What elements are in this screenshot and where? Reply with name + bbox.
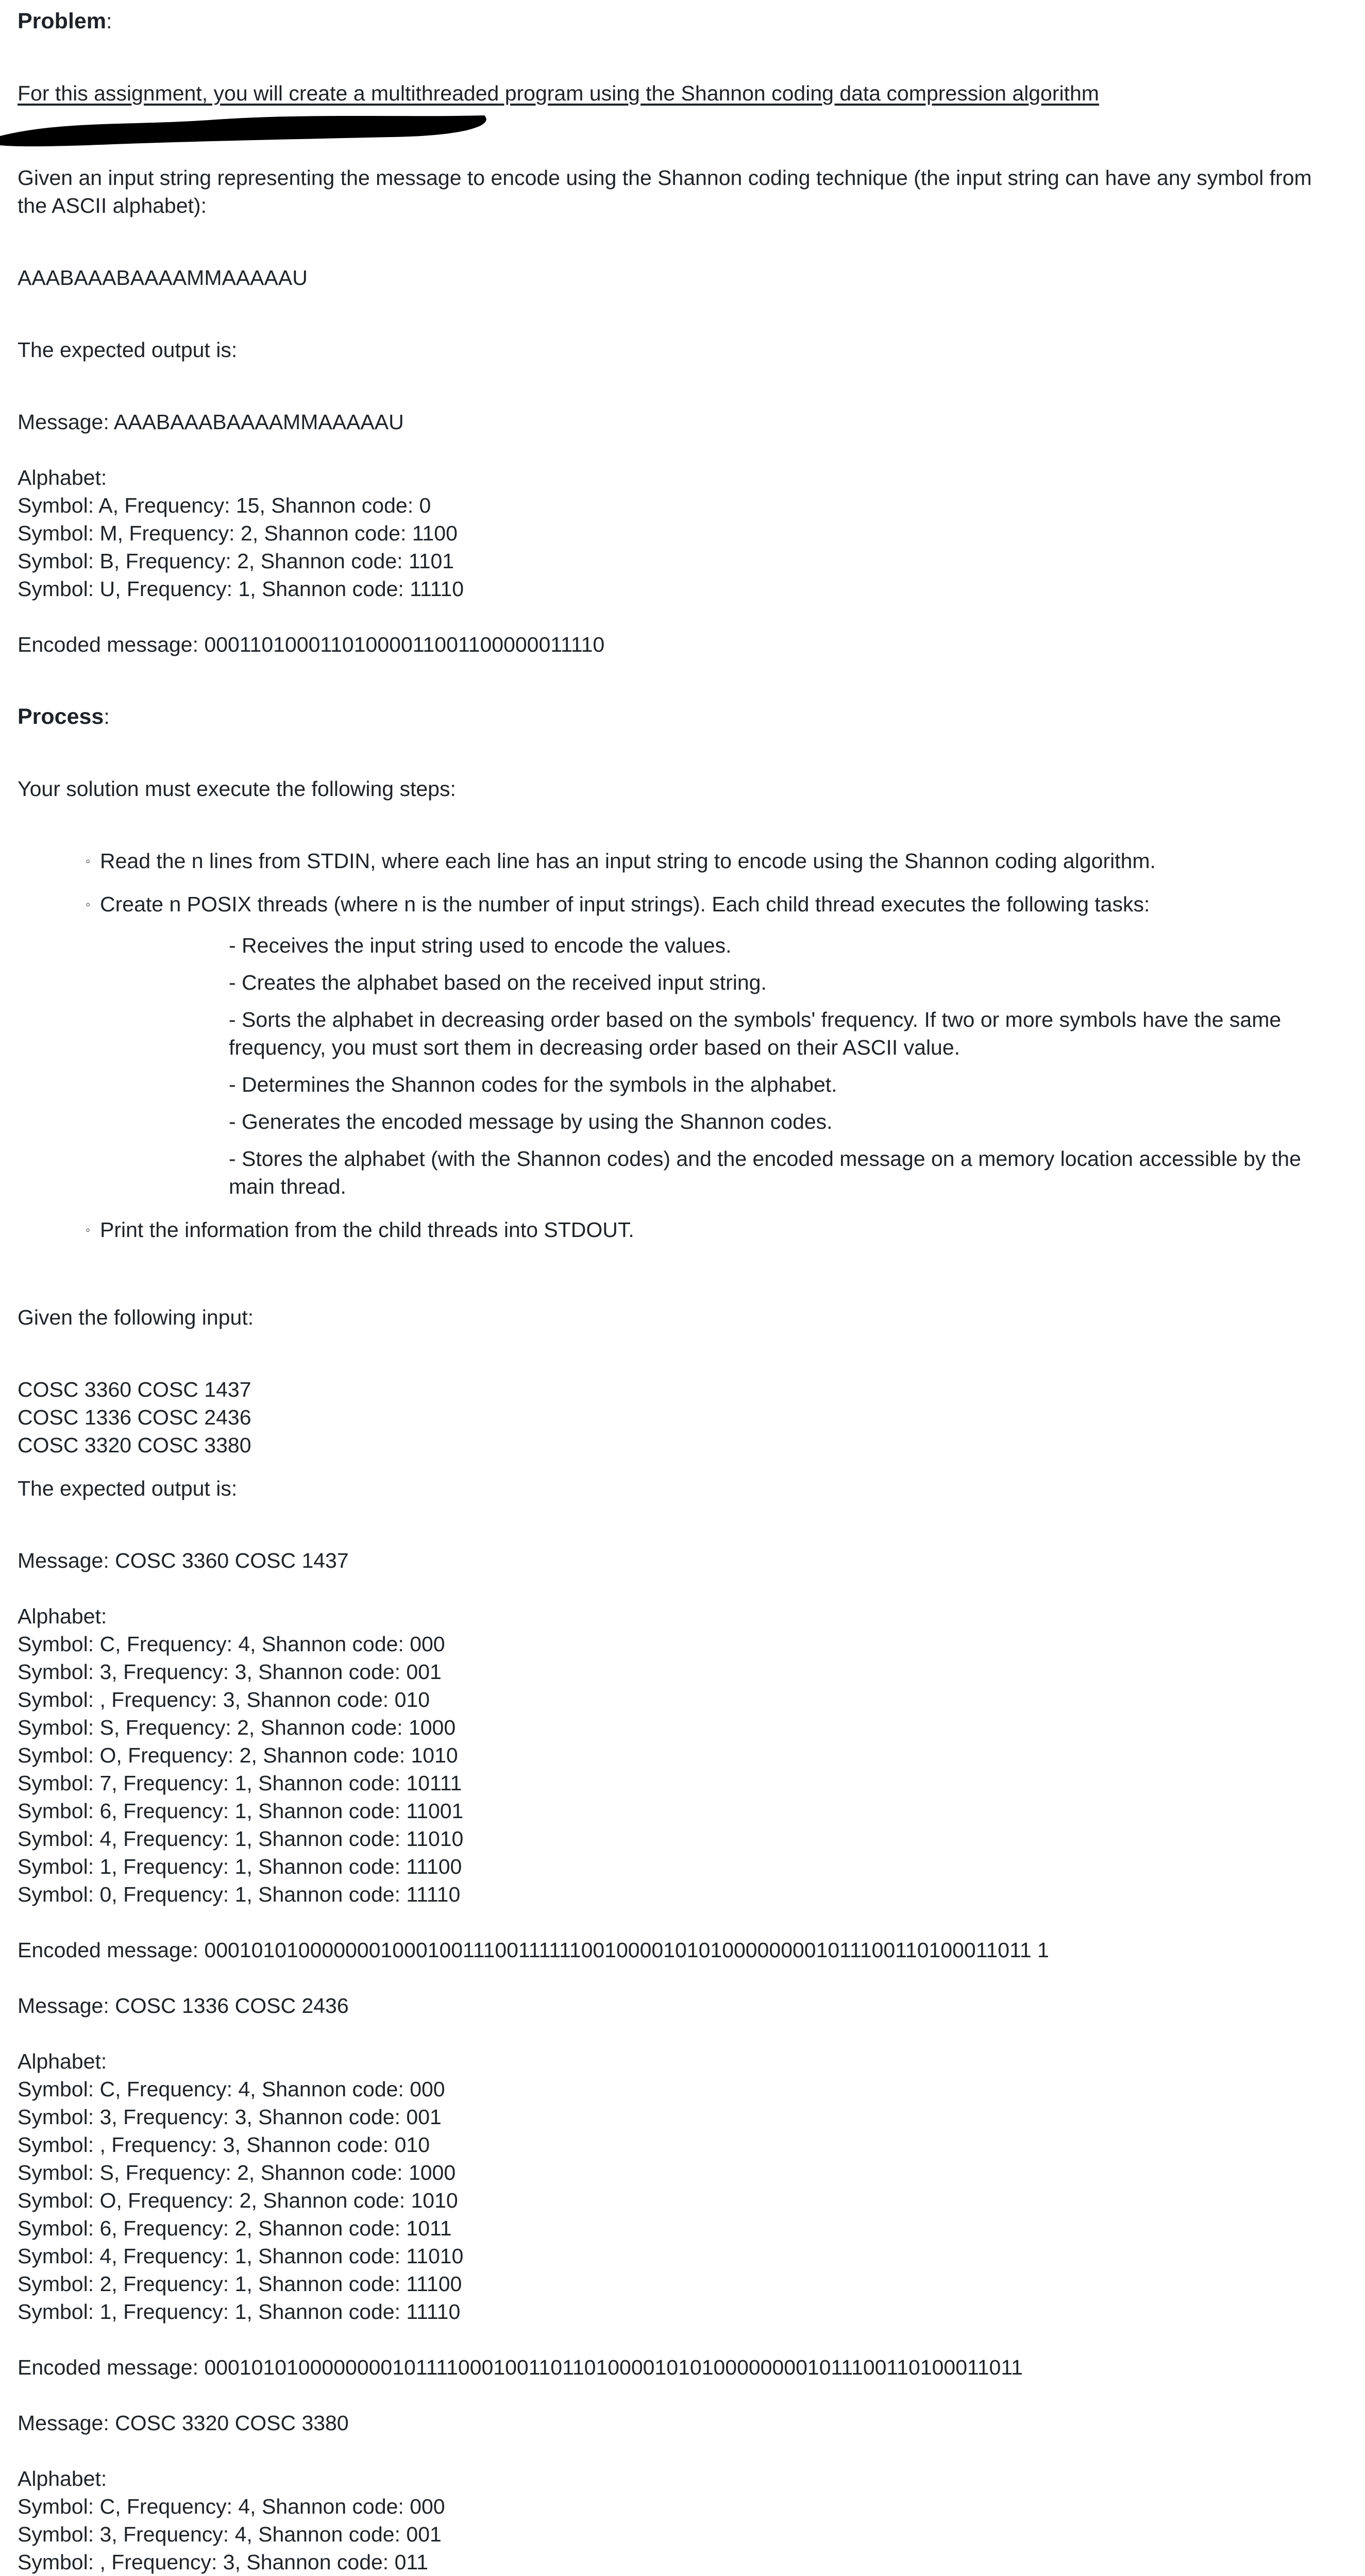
symbol-line: Symbol: 3, Frequency: 4, Shannon code: 001 — [18, 2522, 442, 2546]
symbol-line: Symbol: 1, Frequency: 1, Shannon code: 11110 — [18, 2300, 461, 2324]
step-item: ◦ Read the n lines from STDIN, where each line has an input string to encode using the Shannon coding algorithm. — [100, 847, 1347, 875]
process-heading: Process: — [18, 704, 110, 729]
symbol-line: Symbol: O, Frequency: 2, Shannon code: 1010 — [18, 1743, 458, 1767]
symbol-line: Symbol: U, Frequency: 1, Shannon code: 11110 — [18, 577, 464, 601]
thread-subtasks — [100, 931, 1347, 1200]
symbol-line: Symbol: C, Frequency: 4, Shannon code: 000 — [18, 1632, 445, 1656]
input-line: COSC 1336 COSC 2436 — [18, 1405, 251, 1429]
output-alphabet-label: Alphabet: — [18, 2049, 107, 2073]
subtask-item: - Creates the alphabet based on the received input string. — [229, 971, 767, 994]
symbol-line: Symbol: C, Frequency: 4, Shannon code: 000 — [18, 2495, 445, 2518]
symbol-line: Symbol: O, Frequency: 2, Shannon code: 1010 — [18, 2189, 458, 2212]
symbol-line: Symbol: 6, Frequency: 1, Shannon code: 11001 — [18, 1799, 464, 1823]
output-message: Message: COSC 3320 COSC 3380 — [18, 2411, 349, 2435]
output-alphabet-label: Alphabet: — [18, 2467, 107, 2490]
step-item: ◦ Print the information from the child threads into STDOUT. — [100, 1216, 1347, 1244]
process-intro: Your solution must execute the following steps: — [18, 777, 456, 801]
input-line: COSC 3360 COSC 1437 — [18, 1378, 251, 1401]
symbol-line: Symbol: , Frequency: 3, Shannon code: 011 — [18, 2550, 428, 2574]
symbol-line: Symbol: 2, Frequency: 1, Shannon code: 11100 — [18, 2272, 462, 2296]
symbol-line: Symbol: 3, Frequency: 3, Shannon code: 001 — [18, 1660, 442, 1684]
expected-output-label-2: The expected output is: — [18, 1477, 238, 1500]
symbol-line: Symbol: , Frequency: 3, Shannon code: 010 — [18, 1688, 430, 1711]
subtask-item: - Determines the Shannon codes for the symbols in the alphabet. — [229, 1073, 837, 1096]
example-input: AAABAAABAAAAMMAAAAAU — [18, 266, 308, 290]
symbol-line: Symbol: C, Frequency: 4, Shannon code: 000 — [18, 2077, 445, 2101]
output-alphabet-label: Alphabet: — [18, 1604, 107, 1628]
input-lines — [18, 1376, 1347, 1459]
output-encoded-message: Encoded message: 00010101000000001011110001001101101000010101000000001011100110100011011 — [18, 2355, 1023, 2379]
output-encoded-message: Encoded message: 000101010000000100010011100111111001000010101000000001011100110100011011 1 — [18, 1938, 1049, 1962]
symbol-line: Symbol: S, Frequency: 2, Shannon code: 1000 — [18, 2161, 456, 2184]
symbol-line: Symbol: 1, Frequency: 1, Shannon code: 11100 — [18, 1855, 462, 1878]
redaction-scribble — [0, 105, 505, 151]
subtask-item: - Receives the input string used to encode the values. — [229, 934, 732, 957]
symbol-line: Symbol: S, Frequency: 2, Shannon code: 1000 — [18, 1716, 456, 1739]
assignment-page — [18, 7, 1347, 2576]
example-encoded-message: Encoded message: 00011010001101000011001100000011110 — [18, 633, 605, 656]
symbol-line: Symbol: M, Frequency: 2, Shannon code: 1100 — [18, 521, 458, 545]
symbol-line: Symbol: 6, Frequency: 2, Shannon code: 1011 — [18, 2216, 452, 2240]
step-item: ◦ Create n POSIX threads (where n is the number of input strings). Each child thread executes the following tasks: - Receives the input string used to encode the values. - Creates the alphabet based on the received input string. - Sorts the alphabet in decreasing order based on the symbols' frequency. If two or more symbols have the same frequency, you must sort them in decreasing order based on their ASCII value. - Determines the Shannon codes for the symbols in the alphabet. - Generates the encoded message by using the Shannon codes. - Stores the alphabet (with the Shannon codes) and the encoded message on a memory location accessible by the main thread. — [100, 890, 1347, 1200]
input-line: COSC 3320 COSC 3380 — [18, 1433, 251, 1457]
given-following-input: Given the following input: — [18, 1306, 254, 1329]
symbol-line: Symbol: , Frequency: 3, Shannon code: 010 — [18, 2133, 430, 2157]
subtask-item: - Stores the alphabet (with the Shannon codes) and the encoded message on a memory location accessible by the main thread. — [229, 1147, 1301, 1198]
example-symbol-list — [18, 492, 1347, 603]
output-symbol-list — [18, 1630, 1347, 1908]
symbol-line: Symbol: B, Frequency: 2, Shannon code: 1101 — [18, 549, 454, 573]
symbol-line: Symbol: 4, Frequency: 1, Shannon code: 11010 — [18, 2244, 464, 2268]
subtask-item: - Sorts the alphabet in decreasing order based on the symbols' frequency. If two or more symbols have the same frequency, you must sort them in decreasing order based on their ASCII value. — [229, 1008, 1282, 1059]
process-steps — [18, 847, 1347, 1244]
given-input-text: Given an input string representing the message to encode using the Shannon coding technique (the input string can have any symbol from the ASCII alphabet): — [18, 166, 1312, 217]
output-symbol-list — [18, 2493, 1347, 2576]
expected-output-label: The expected output is: — [18, 338, 238, 362]
symbol-line: Symbol: 7, Frequency: 1, Shannon code: 10111 — [18, 1771, 462, 1795]
symbol-line: Symbol: A, Frequency: 15, Shannon code: 0 — [18, 494, 431, 517]
example-alphabet-label: Alphabet: — [18, 466, 107, 489]
output-message: Message: COSC 1336 COSC 2436 — [18, 1994, 349, 2018]
example-message: Message: AAABAAABAAAAMMAAAAAU — [18, 410, 404, 434]
symbol-line: Symbol: 3, Frequency: 3, Shannon code: 001 — [18, 2105, 442, 2129]
symbol-line: Symbol: 4, Frequency: 1, Shannon code: 11010 — [18, 1827, 464, 1851]
output-symbol-list — [18, 2075, 1347, 2326]
output-message: Message: COSC 3360 COSC 1437 — [18, 1549, 349, 1572]
problem-intro: For this assignment, you will create a multithreaded program using the Shannon coding data compression algorithm — [18, 81, 1099, 105]
symbol-line: Symbol: 0, Frequency: 1, Shannon code: 11110 — [18, 1883, 461, 1906]
problem-heading: Problem: — [18, 9, 112, 33]
subtask-item: - Generates the encoded message by using the Shannon codes. — [229, 1110, 833, 1133]
